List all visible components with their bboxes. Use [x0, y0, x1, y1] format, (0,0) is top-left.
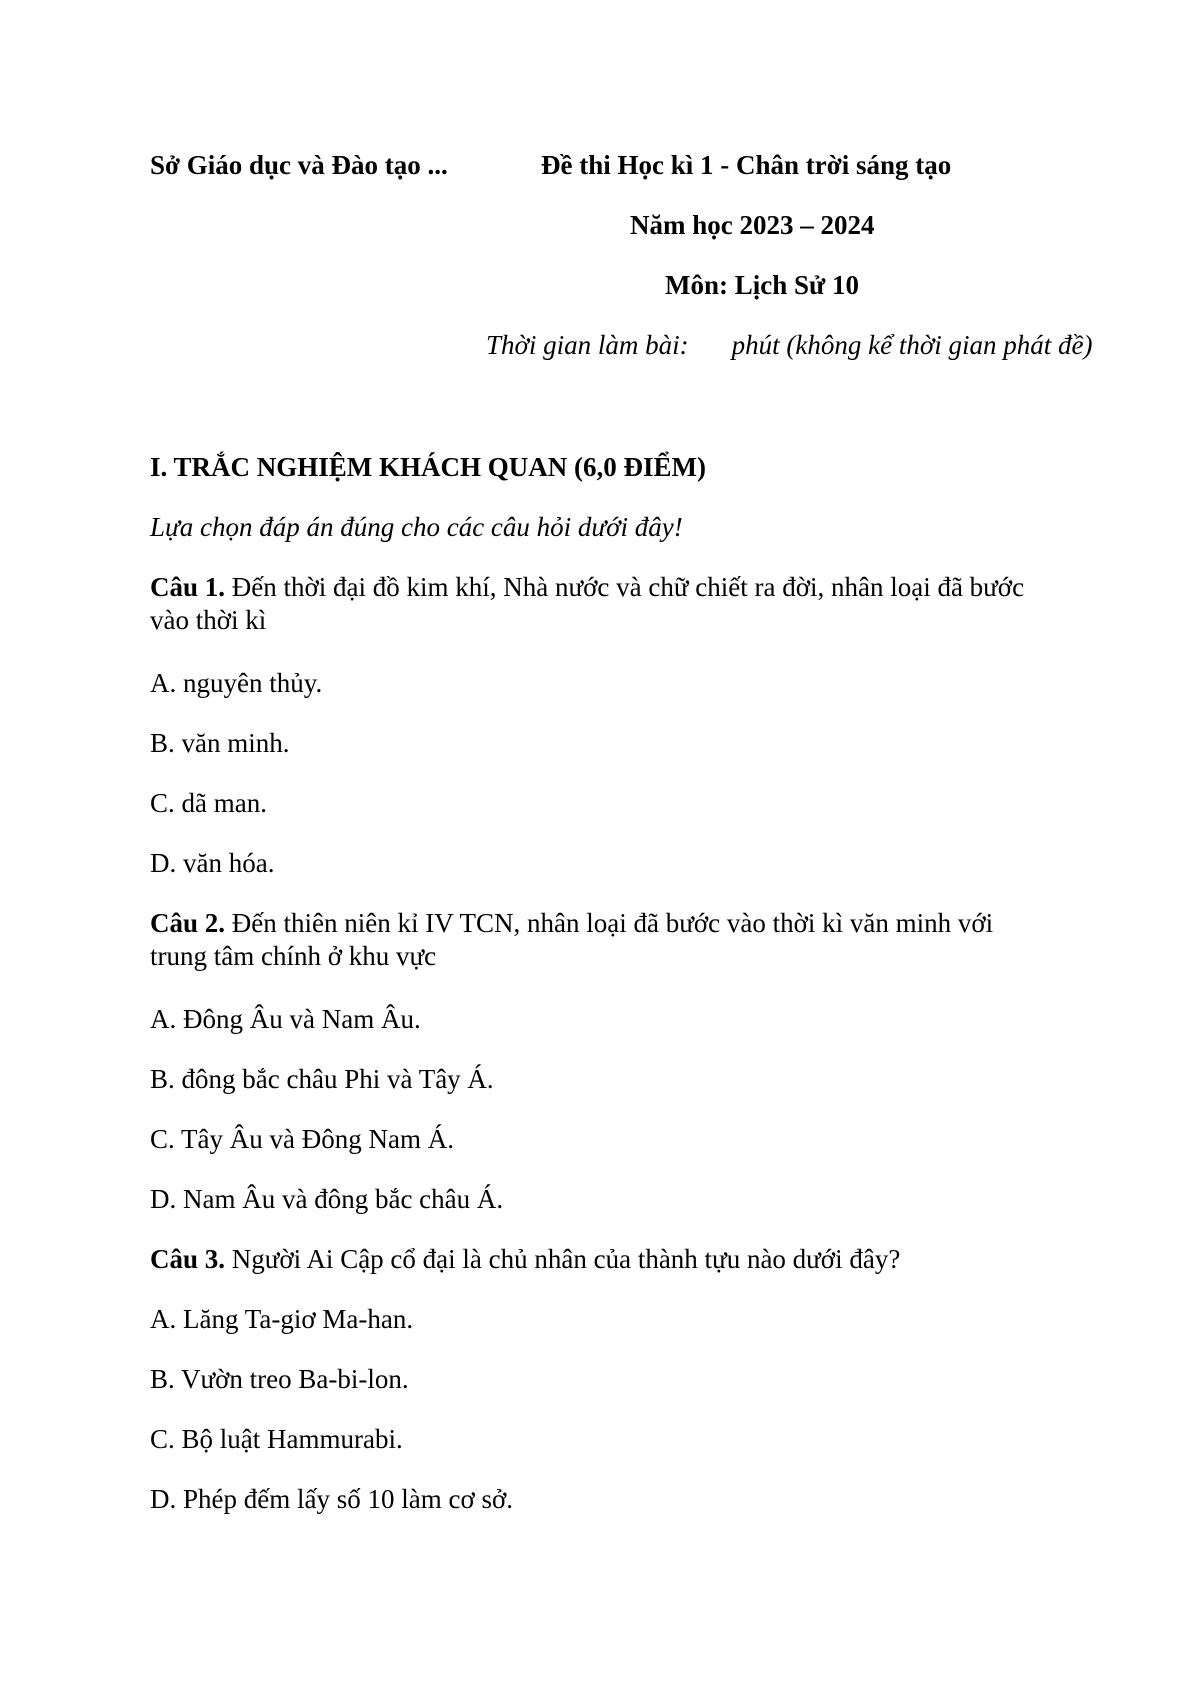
question-text: Người Ai Cập cổ đại là chủ nhân của thành tựu nào dưới đây? — [231, 1244, 901, 1274]
section-title: I. TRẮC NGHIỆM KHÁCH QUAN (6,0 ĐIỂM) — [150, 452, 707, 482]
exam-title: Đề thi Học kì 1 - Chân trời sáng tạo — [541, 150, 952, 180]
department-name: Sở Giáo dục và Đào tạo ... — [150, 150, 448, 180]
duration-label: Thời gian làm bài: — [486, 330, 689, 360]
question-number: Câu 2. — [150, 908, 226, 938]
question-text: Đến thiên niên kỉ IV TCN, nhân loại đã bước vào thời kì văn minh với trung tâm chính ở khu vực — [150, 908, 994, 971]
section-instruction: Lựa chọn đáp án đúng cho các câu hỏi dưới đây! — [150, 512, 683, 542]
question-1 — [150, 571, 1050, 637]
question-1-option-a: A. nguyên thủy. — [150, 668, 323, 698]
duration-suffix: phút (không kể thời gian phát đề) — [731, 330, 1093, 360]
question-2-option-c: C. Tây Âu và Đông Nam Á. — [150, 1124, 454, 1154]
question-3-option-c: C. Bộ luật Hammurabi. — [150, 1424, 403, 1454]
question-number: Câu 3. — [150, 1244, 226, 1274]
school-year: Năm học 2023 – 2024 — [630, 210, 875, 240]
question-1-option-b: B. văn minh. — [150, 728, 290, 758]
question-3-option-d: D. Phép đếm lấy số 10 làm cơ sở. — [150, 1484, 514, 1514]
question-1-option-d: D. văn hóa. — [150, 848, 275, 878]
question-3-option-a: A. Lăng Ta-giơ Ma-han. — [150, 1304, 414, 1334]
question-2-option-b: B. đông bắc châu Phi và Tây Á. — [150, 1064, 494, 1094]
question-3-option-b: B. Vườn treo Ba-bi-lon. — [150, 1364, 409, 1394]
question-1-option-c: C. dã man. — [150, 788, 267, 818]
question-2 — [150, 907, 1050, 973]
question-2-option-a: A. Đông Âu và Nam Âu. — [150, 1004, 421, 1034]
question-text: Đến thời đại đồ kim khí, Nhà nước và chữ chiết ra đời, nhân loại đã bước vào thời kì — [150, 572, 1025, 635]
question-3 — [150, 1243, 1050, 1276]
question-number: Câu 1. — [150, 572, 226, 602]
exam-duration — [486, 329, 1093, 362]
subject-title: Môn: Lịch Sử 10 — [665, 270, 859, 300]
question-2-option-d: D. Nam Âu và đông bắc châu Á. — [150, 1184, 504, 1214]
